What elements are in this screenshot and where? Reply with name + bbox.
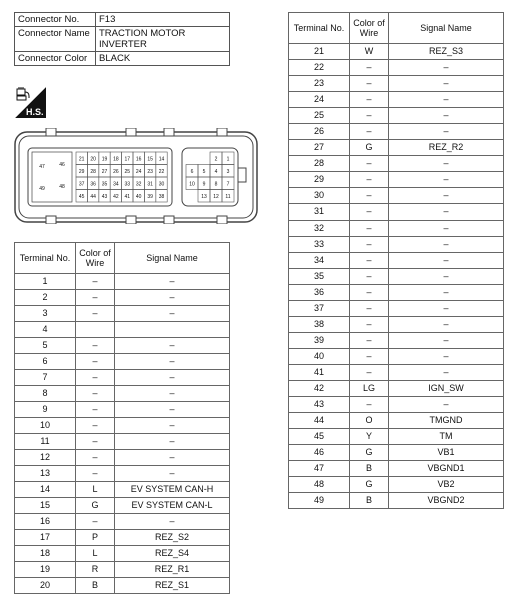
wire-color-cell: O: [350, 413, 389, 429]
signal-name-cell: –: [115, 418, 230, 434]
table-header-row: [289, 13, 504, 44]
table-row: [15, 338, 230, 354]
table-row: [289, 461, 504, 477]
connector-name-label: Connector Name: [15, 27, 96, 52]
pin-number: 39: [147, 194, 153, 200]
pin-number: 16: [135, 156, 142, 163]
terminal-no-cell: 14: [15, 482, 76, 498]
small-pin-grid: [186, 152, 234, 202]
wire-color-cell: –: [76, 466, 115, 482]
terminal-no-cell: 48: [289, 477, 350, 493]
table-row: [289, 76, 504, 92]
terminal-no-cell: 25: [289, 108, 350, 124]
terminal-no-cell: 15: [15, 498, 76, 514]
signal-name-cell: –: [389, 156, 504, 172]
terminal-no-cell: 34: [289, 252, 350, 268]
connector-no-label: Connector No.: [15, 13, 96, 27]
wire-color-cell: –: [76, 338, 115, 354]
wire-color-cell: –: [350, 332, 389, 348]
table-row: [289, 316, 504, 332]
terminal-no-cell: 45: [289, 429, 350, 445]
terminal-no-cell: 2: [15, 290, 76, 306]
signal-name-cell: –: [389, 172, 504, 188]
pin-number: 12: [213, 194, 219, 200]
wire-color-cell: –: [76, 386, 115, 402]
signal-name-cell: REZ_S4: [115, 546, 230, 562]
signal-name-cell: IGN_SW: [389, 380, 504, 396]
terminal-no-cell: 11: [15, 434, 76, 450]
table-row: [289, 380, 504, 396]
wire-color-cell: –: [350, 156, 389, 172]
terminal-rows-left: [15, 274, 230, 594]
signal-name-cell: –: [389, 316, 504, 332]
terminal-table-right: [288, 12, 504, 509]
wire-color-cell: –: [350, 220, 389, 236]
wire-color-cell: –: [350, 92, 389, 108]
connector-color-label: Connector Color: [15, 52, 96, 66]
signal-name-cell: –: [115, 338, 230, 354]
wire-color-cell: –: [76, 274, 115, 290]
signal-name-cell: –: [389, 364, 504, 380]
table-row: [15, 466, 230, 482]
pin-number: 7: [226, 181, 230, 188]
wire-color-cell: –: [350, 188, 389, 204]
terminal-no-cell: 19: [15, 562, 76, 578]
wire-color-cell: –: [76, 354, 115, 370]
wire-color-cell: –: [350, 268, 389, 284]
harness-side-icon: [15, 87, 46, 118]
table-row: [15, 578, 230, 594]
signal-name-cell: –: [115, 290, 230, 306]
pin-number: 43: [101, 194, 108, 200]
wire-color-cell: –: [350, 348, 389, 364]
pin-number: 24: [135, 169, 142, 175]
wire-color-cell: G: [350, 140, 389, 156]
pin-49: 49: [39, 186, 45, 192]
connector-no-row: [15, 13, 230, 27]
terminal-no-cell: 49: [289, 493, 350, 509]
wire-color-cell: G: [76, 498, 115, 514]
signal-name-cell: –: [115, 514, 230, 530]
terminal-no-cell: 23: [289, 76, 350, 92]
wire-color-cell: –: [350, 204, 389, 220]
signal-name-cell: –: [389, 268, 504, 284]
wire-color-cell: –: [350, 397, 389, 413]
terminal-no-cell: 10: [15, 418, 76, 434]
pin-number: 20: [90, 156, 96, 163]
table-row: [15, 354, 230, 370]
main-pin-grid: [76, 152, 167, 202]
table-row: [289, 220, 504, 236]
wire-color-cell: R: [76, 562, 115, 578]
table-row: [289, 188, 504, 204]
terminal-no-cell: 24: [289, 92, 350, 108]
connector-name-row: [15, 27, 230, 52]
terminal-no-cell: 43: [289, 397, 350, 413]
pin-number: 5: [202, 169, 206, 175]
signal-name-cell: –: [115, 370, 230, 386]
wire-color-cell: B: [350, 493, 389, 509]
signal-name-cell: –: [389, 348, 504, 364]
terminal-no-cell: 1: [15, 274, 76, 290]
terminal-no-cell: 20: [15, 578, 76, 594]
table-row: [289, 236, 504, 252]
hs-badge-label: H.S.: [26, 107, 44, 117]
signal-name-cell: VB2: [389, 477, 504, 493]
signal-name-cell: –: [115, 466, 230, 482]
pin-number: 44: [90, 194, 96, 200]
pin-number: 21: [78, 156, 85, 163]
wire-color-header: Color of Wire: [350, 13, 389, 44]
signal-name-cell: –: [389, 236, 504, 252]
wire-color-cell: –: [350, 300, 389, 316]
table-row: [289, 364, 504, 380]
table-row: [15, 274, 230, 290]
terminal-no-cell: 9: [15, 402, 76, 418]
wire-color-cell: –: [350, 364, 389, 380]
signal-name-cell: REZ_R1: [115, 562, 230, 578]
signal-name-cell: [115, 322, 230, 338]
signal-name-cell: –: [389, 220, 504, 236]
signal-name-cell: VB1: [389, 445, 504, 461]
table-row: [15, 418, 230, 434]
terminal-no-cell: 29: [289, 172, 350, 188]
table-row: [15, 322, 230, 338]
pin-number: 35: [101, 181, 108, 188]
table-row: [15, 370, 230, 386]
signal-name-header: Signal Name: [389, 13, 504, 44]
wire-color-cell: W: [350, 44, 389, 60]
wire-color-header: Color of Wire: [76, 243, 115, 274]
pin-number: 2: [214, 156, 218, 163]
pin-number: 31: [147, 181, 153, 188]
table-row: [289, 429, 504, 445]
terminal-no-cell: 30: [289, 188, 350, 204]
signal-name-cell: –: [115, 434, 230, 450]
wire-color-cell: –: [350, 108, 389, 124]
signal-name-cell: –: [389, 300, 504, 316]
signal-name-cell: –: [115, 354, 230, 370]
terminal-no-cell: 12: [15, 450, 76, 466]
pin-number: 37: [78, 181, 85, 188]
terminal-no-cell: 46: [289, 445, 350, 461]
pin-number: 17: [124, 156, 131, 163]
terminal-no-header: Terminal No.: [15, 243, 76, 274]
signal-name-cell: EV SYSTEM CAN-H: [115, 482, 230, 498]
table-header-row: [15, 243, 230, 274]
terminal-no-cell: 21: [289, 44, 350, 60]
terminal-no-cell: 13: [15, 466, 76, 482]
terminal-no-cell: 35: [289, 268, 350, 284]
terminal-no-cell: 6: [15, 354, 76, 370]
signal-name-cell: –: [115, 386, 230, 402]
table-row: [15, 306, 230, 322]
pin-number: 1: [226, 156, 230, 163]
wire-color-cell: –: [350, 252, 389, 268]
pin-number: 32: [135, 181, 142, 188]
terminal-no-cell: 5: [15, 338, 76, 354]
terminal-no-cell: 38: [289, 316, 350, 332]
table-row: [289, 124, 504, 140]
wire-color-cell: –: [76, 370, 115, 386]
signal-name-cell: REZ_S3: [389, 44, 504, 60]
wire-color-cell: –: [350, 236, 389, 252]
table-row: [289, 493, 504, 509]
table-row: [289, 172, 504, 188]
pin-number: 41: [124, 194, 131, 200]
table-row: [15, 450, 230, 466]
pin-number: 36: [90, 181, 96, 188]
connector-name-value: TRACTION MOTOR INVERTER: [96, 27, 230, 52]
wire-color-cell: –: [350, 76, 389, 92]
terminal-no-cell: 18: [15, 546, 76, 562]
table-row: [289, 44, 504, 60]
signal-name-cell: –: [389, 204, 504, 220]
signal-name-cell: REZ_R2: [389, 140, 504, 156]
table-row: [15, 514, 230, 530]
table-row: [289, 60, 504, 76]
pin-number: 42: [113, 194, 119, 200]
terminal-table-left: [14, 242, 230, 594]
table-row: [289, 300, 504, 316]
terminal-no-cell: 41: [289, 364, 350, 380]
table-row: [289, 140, 504, 156]
signal-name-cell: –: [389, 76, 504, 92]
terminal-no-header: Terminal No.: [289, 13, 350, 44]
table-row: [289, 204, 504, 220]
pin-46: 46: [59, 162, 65, 168]
pin-number: 8: [214, 181, 218, 188]
pin-number: 26: [113, 169, 119, 175]
terminal-rows-right: [289, 44, 504, 509]
wire-color-cell: [76, 322, 115, 338]
pin-number: 19: [101, 156, 108, 163]
table-row: [15, 386, 230, 402]
table-row: [15, 546, 230, 562]
pin-number: 30: [158, 181, 165, 188]
signal-name-cell: –: [115, 450, 230, 466]
signal-name-cell: REZ_S2: [115, 530, 230, 546]
terminal-no-cell: 3: [15, 306, 76, 322]
pin-number: 9: [202, 181, 206, 188]
terminal-no-cell: 31: [289, 204, 350, 220]
pin-number: 33: [124, 181, 131, 188]
signal-name-cell: –: [389, 108, 504, 124]
wire-color-cell: –: [350, 60, 389, 76]
signal-name-cell: EV SYSTEM CAN-L: [115, 498, 230, 514]
signal-name-cell: –: [389, 332, 504, 348]
wire-color-cell: L: [76, 482, 115, 498]
signal-name-cell: –: [389, 124, 504, 140]
pin-number: 15: [147, 156, 153, 163]
wire-color-cell: G: [350, 445, 389, 461]
pin-number: 23: [147, 169, 153, 175]
signal-name-cell: TM: [389, 429, 504, 445]
wire-color-cell: Y: [350, 429, 389, 445]
wire-color-cell: L: [76, 546, 115, 562]
terminal-no-cell: 33: [289, 236, 350, 252]
terminal-no-cell: 7: [15, 370, 76, 386]
table-row: [289, 268, 504, 284]
wire-color-cell: –: [76, 450, 115, 466]
pin-47: 47: [39, 164, 45, 170]
pin-number: 45: [78, 194, 85, 200]
pin-number: 28: [90, 169, 96, 175]
connector-no-value: F13: [96, 13, 230, 27]
signal-name-cell: –: [115, 306, 230, 322]
terminal-no-cell: 17: [15, 530, 76, 546]
wire-color-cell: LG: [350, 380, 389, 396]
signal-name-header: Signal Name: [115, 243, 230, 274]
wire-color-cell: –: [76, 290, 115, 306]
signal-name-cell: –: [389, 397, 504, 413]
terminal-no-cell: 37: [289, 300, 350, 316]
wire-color-cell: –: [350, 284, 389, 300]
pin-number: 11: [225, 194, 231, 200]
terminal-no-cell: 28: [289, 156, 350, 172]
pin-number: 4: [214, 169, 218, 175]
table-row: [15, 562, 230, 578]
terminal-no-cell: 36: [289, 284, 350, 300]
wire-color-cell: –: [350, 172, 389, 188]
pin-number: 22: [158, 169, 165, 175]
terminal-no-cell: 42: [289, 380, 350, 396]
pin-48: 48: [59, 184, 65, 190]
pin-number: 25: [124, 169, 131, 175]
table-row: [15, 290, 230, 306]
wire-color-cell: –: [76, 402, 115, 418]
terminal-no-cell: 44: [289, 413, 350, 429]
terminal-no-cell: 8: [15, 386, 76, 402]
table-row: [289, 348, 504, 364]
pin-number: 34: [113, 181, 119, 188]
table-row: [15, 482, 230, 498]
pin-number: 18: [113, 156, 119, 163]
wire-color-cell: B: [350, 461, 389, 477]
terminal-no-cell: 27: [289, 140, 350, 156]
table-row: [15, 402, 230, 418]
table-row: [289, 445, 504, 461]
table-row: [289, 332, 504, 348]
pin-number: 10: [189, 181, 195, 188]
table-row: [289, 284, 504, 300]
pin-number: 13: [201, 194, 207, 200]
signal-name-cell: VBGND1: [389, 461, 504, 477]
terminal-no-cell: 40: [289, 348, 350, 364]
signal-name-cell: –: [389, 252, 504, 268]
connector-color-value: BLACK: [96, 52, 230, 66]
signal-name-cell: –: [389, 284, 504, 300]
signal-name-cell: –: [389, 92, 504, 108]
wire-color-cell: –: [76, 306, 115, 322]
wire-color-cell: –: [350, 124, 389, 140]
wire-color-cell: G: [350, 477, 389, 493]
connector-face-diagram: [14, 128, 258, 224]
table-row: [289, 156, 504, 172]
pin-number: 27: [101, 169, 108, 175]
connector-info-table: [14, 12, 230, 66]
pin-number: 38: [158, 194, 165, 200]
signal-name-cell: –: [389, 60, 504, 76]
signal-name-cell: VBGND2: [389, 493, 504, 509]
wire-color-cell: P: [76, 530, 115, 546]
table-row: [289, 397, 504, 413]
pin-number: 3: [226, 169, 230, 175]
wire-color-cell: B: [76, 578, 115, 594]
signal-name-cell: –: [115, 402, 230, 418]
pin-number: 29: [78, 169, 85, 175]
terminal-no-cell: 16: [15, 514, 76, 530]
signal-name-cell: –: [115, 274, 230, 290]
signal-name-cell: REZ_S1: [115, 578, 230, 594]
wire-color-cell: –: [76, 514, 115, 530]
terminal-no-cell: 26: [289, 124, 350, 140]
terminal-no-cell: 22: [289, 60, 350, 76]
pin-number: 14: [158, 156, 165, 163]
table-row: [289, 92, 504, 108]
table-row: [289, 108, 504, 124]
table-row: [15, 530, 230, 546]
table-row: [15, 498, 230, 514]
table-row: [289, 252, 504, 268]
wire-color-cell: –: [350, 316, 389, 332]
table-row: [15, 434, 230, 450]
terminal-no-cell: 47: [289, 461, 350, 477]
signal-name-cell: –: [389, 188, 504, 204]
table-row: [289, 477, 504, 493]
signal-name-cell: TMGND: [389, 413, 504, 429]
table-row: [289, 413, 504, 429]
wire-color-cell: –: [76, 434, 115, 450]
terminal-no-cell: 32: [289, 220, 350, 236]
connector-color-row: [15, 52, 230, 66]
pin-number: 6: [190, 169, 194, 175]
pin-number: 40: [135, 194, 142, 200]
wire-color-cell: –: [76, 418, 115, 434]
terminal-no-cell: 4: [15, 322, 76, 338]
terminal-no-cell: 39: [289, 332, 350, 348]
